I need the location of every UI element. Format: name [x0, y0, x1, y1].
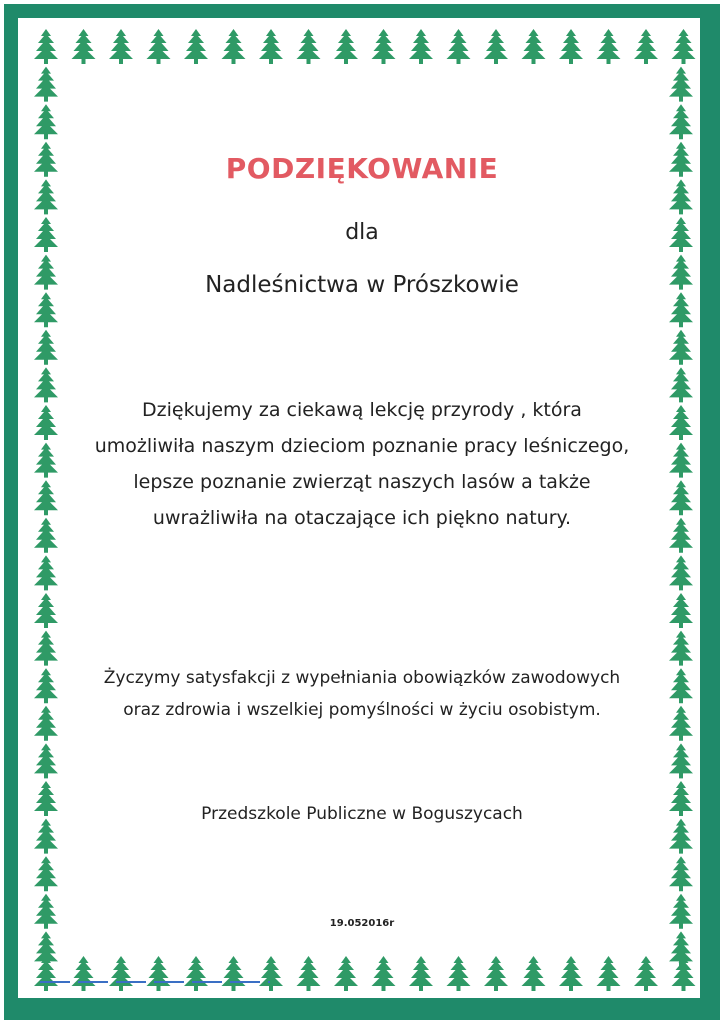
paragraph-line: oraz zdrowia i wszelkiej pomyślności w życiu osobistym. — [123, 700, 601, 720]
tree-icon — [409, 29, 433, 64]
tree-icon — [334, 956, 358, 991]
tree-icon — [297, 29, 321, 64]
paragraph-line: uwrażliwiła na otaczające ich piękno natury. — [152, 507, 572, 529]
recipient-name: Nadleśnictwa w Prószkowie — [205, 272, 519, 298]
tree-icon — [222, 29, 246, 64]
tree-icon — [34, 330, 58, 365]
tree-icon — [634, 29, 658, 64]
tree-icon — [72, 29, 96, 64]
tree-icon — [34, 593, 58, 628]
document-title: PODZIĘKOWANIE — [225, 152, 499, 185]
tree-icon — [634, 956, 658, 991]
tree-icon — [259, 29, 283, 64]
signature: Przedszkole Publiczne w Boguszycach — [201, 804, 523, 824]
paragraph-line: lepsze poznanie zwierząt naszych lasów a także — [133, 471, 591, 493]
tree-icon — [484, 29, 508, 64]
tree-icon — [34, 555, 58, 590]
tree-icon — [184, 29, 208, 64]
tree-icon — [372, 956, 396, 991]
thank-you-paragraph — [0, 392, 724, 536]
tree-icon — [597, 956, 621, 991]
tree-icon — [34, 104, 58, 139]
tree-icon — [669, 104, 693, 139]
tree-icon — [597, 29, 621, 64]
tree-icon — [34, 631, 58, 666]
tree-icon — [669, 67, 693, 102]
tree-icon — [669, 555, 693, 590]
tree-icon — [72, 956, 96, 991]
tree-icon — [334, 29, 358, 64]
tree-icon — [669, 743, 693, 778]
tree-icon — [522, 956, 546, 991]
tree-icon — [669, 330, 693, 365]
tree-icon — [522, 29, 546, 64]
tree-icon — [34, 931, 58, 966]
tree-icon — [669, 631, 693, 666]
tree-icon — [34, 743, 58, 778]
tree-icon — [372, 29, 396, 64]
tree-icon — [34, 67, 58, 102]
date: 19.052016r — [329, 918, 395, 929]
tree-icon — [409, 956, 433, 991]
tree-icon — [34, 856, 58, 891]
tree-icon — [669, 856, 693, 891]
tree-icon — [109, 29, 133, 64]
wishes-paragraph — [0, 662, 724, 726]
tree-icon — [259, 956, 283, 991]
paragraph-line: Życzymy satysfakcji z wypełniania obowiązków zawodowych — [103, 668, 621, 688]
blue-dashed-mark — [40, 981, 270, 983]
tree-icon — [669, 593, 693, 628]
tree-icon — [147, 29, 171, 64]
tree-icon — [222, 956, 246, 991]
tree-icon — [484, 956, 508, 991]
tree-icon — [34, 29, 58, 64]
tree-icon — [669, 931, 693, 966]
tree-icon — [559, 956, 583, 991]
tree-icon — [147, 956, 171, 991]
paragraph-line: Dziękujemy za ciekawą lekcję przyrody , która — [142, 399, 582, 421]
tree-icon — [297, 956, 321, 991]
tree-icon — [447, 956, 471, 991]
tree-icon — [447, 29, 471, 64]
tree-icon — [184, 956, 208, 991]
tree-icon — [109, 956, 133, 991]
paragraph-line: umożliwiła naszym dzieciom poznanie pracy leśniczego, — [94, 435, 630, 457]
for-word: dla — [345, 220, 379, 245]
tree-icon — [672, 29, 696, 64]
tree-icon — [559, 29, 583, 64]
